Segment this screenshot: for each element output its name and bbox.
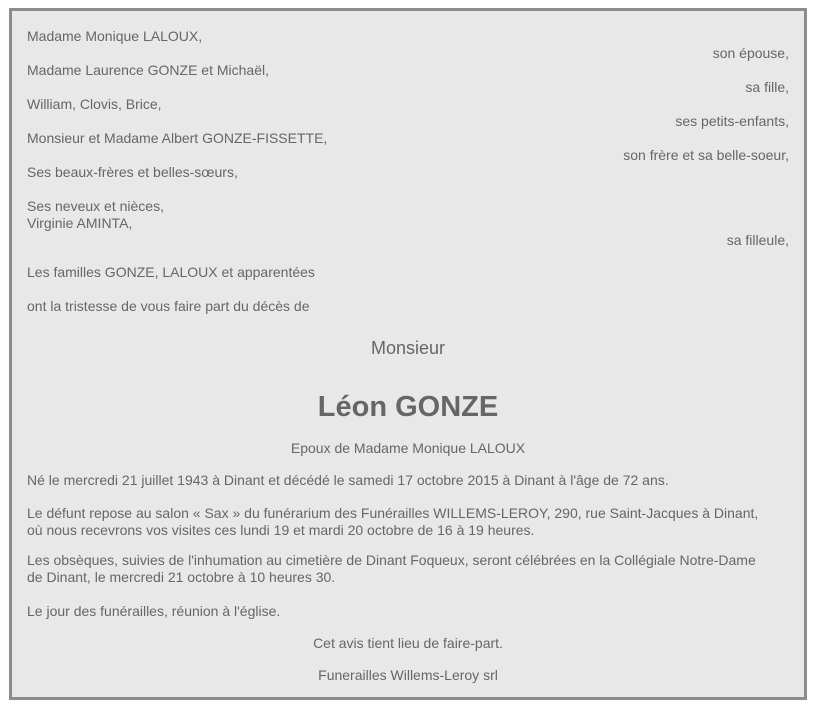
in-laws: Ses beaux-frères et belles-sœurs,	[27, 164, 238, 180]
goddaughter-role: sa filleule,	[726, 232, 789, 248]
meeting-line: Le jour des funérailles, réunion à l'église.	[27, 603, 281, 619]
birth-death-line: Né le mercredi 21 juillet 1943 à Dinant et décédé le samedi 17 octobre 2015 à Dinant à l'âge de 72 ans.	[27, 472, 669, 488]
grandchildren-role: ses petits-enfants,	[675, 113, 789, 129]
grandchildren-name: William, Clovis, Brice,	[27, 96, 162, 112]
funeral-line-1: Les obsèques, suivies de l'inhumation au cimetière de Dinant Foqueux, seront célébrées en la Collégiale Notre-Dame	[27, 552, 756, 568]
goddaughter-name: Virginie AMINTA,	[27, 215, 133, 231]
deceased-spouse-line: Epoux de Madame Monique LALOUX	[290, 440, 526, 456]
rest-line-2: où nous recevrons vos visites ces lundi 19 et mardi 20 octobre de 16 à 19 heures.	[27, 522, 535, 538]
notice-line: Cet avis tient lieu de faire-part.	[313, 635, 503, 651]
families-line: Les familles GONZE, LALOUX et apparentées	[27, 264, 315, 280]
obituary-frame	[9, 8, 807, 700]
rest-line-1: Le défunt repose au salon « Sax » du funérarium des Funérailles WILLEMS-LEROY, 290, rue Saint-Jacques à Dinant,	[27, 505, 759, 521]
undertaker-line: Funerailles Willems-Leroy srl	[318, 667, 498, 683]
nephews: Ses neveux et nièces,	[27, 198, 164, 214]
daughter-role: sa fille,	[745, 79, 789, 95]
deceased-name: Léon GONZE	[317, 391, 499, 423]
announcement-line: ont la tristesse de vous faire part du décès de	[27, 298, 310, 314]
spouse-role: son épouse,	[712, 45, 789, 61]
brother-role: son frère et sa belle-soeur,	[623, 147, 789, 163]
funeral-line-2: de Dinant, le mercredi 21 octobre à 10 heures 30.	[27, 569, 336, 585]
deceased-title: Monsieur	[370, 338, 446, 358]
daughter-name: Madame Laurence GONZE et Michaël,	[27, 62, 269, 78]
spouse-name: Madame Monique LALOUX,	[27, 28, 203, 44]
brother-name: Monsieur et Madame Albert GONZE-FISSETTE,	[27, 130, 328, 146]
